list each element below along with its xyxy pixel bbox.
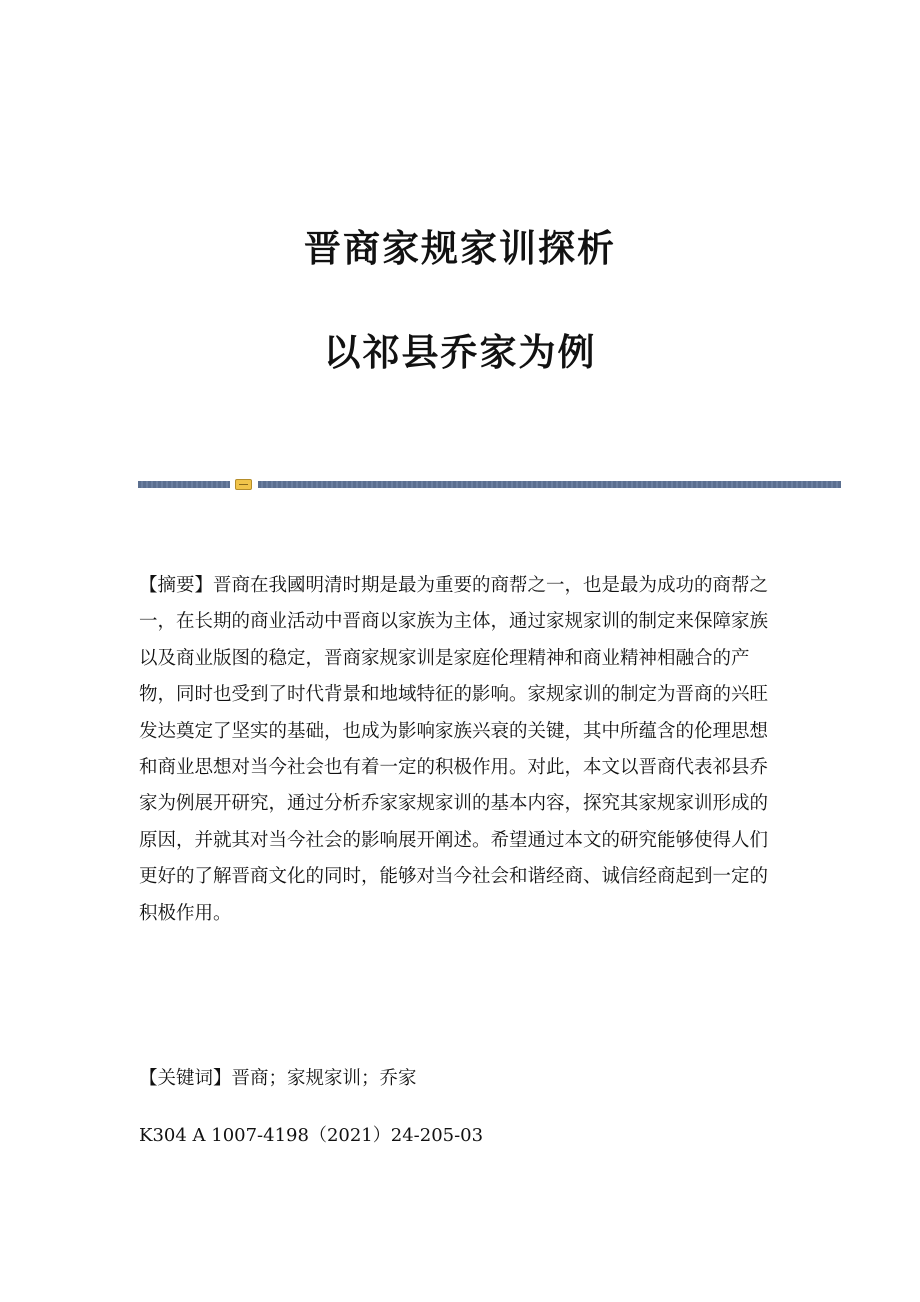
- classification-number: K304 A 1007-4198（2021）24-205-03: [139, 1125, 484, 1146]
- abstract-line: 原因，并就其对当今社会的影响展开阐述。希望通过本文的研究能够使得人们: [139, 829, 769, 851]
- page-title: 晋商家规家训探析: [304, 226, 616, 270]
- abstract-line: 家为例展开研究，通过分析乔家家规家训的基本内容，探究其家规家训形成的: [139, 793, 769, 815]
- divider-bar-right: [258, 481, 841, 488]
- abstract-line: 【摘要】晋商在我國明清时期是最为重要的商帮之一，也是最为成功的商帮之: [139, 575, 769, 596]
- abstract-line: 积极作用。: [139, 902, 232, 924]
- abstract-line: 和商业思想对当今社会也有着一定的积极作用。对此，本文以晋商代表祁县乔: [139, 757, 769, 779]
- abstract-line: 一，在长期的商业活动中晋商以家族为主体，通过家规家训的制定来保障家族: [139, 611, 769, 633]
- keywords: 【关键词】晋商；家规家训；乔家: [139, 1068, 417, 1089]
- page-subtitle: 以祁县乔家为例: [323, 330, 597, 374]
- ornament-icon: [235, 479, 252, 490]
- abstract-line: 更好的了解晋商文化的同时，能够对当今社会和谐经商、诚信经商起到一定的: [139, 866, 769, 888]
- abstract: [139, 568, 779, 932]
- abstract-line: 以及商业版图的稳定，晋商家规家训是家庭伦理精神和商业精神相融合的产: [139, 647, 750, 669]
- divider-bar-left: [138, 481, 230, 488]
- decorative-divider: [138, 479, 841, 490]
- abstract-line: 发达奠定了坚实的基础，也成为影响家族兴衰的关键，其中所蕴含的伦理思想: [139, 720, 769, 742]
- abstract-line: 物，同时也受到了时代背景和地域特征的影响。家规家训的制定为晋商的兴旺: [139, 684, 769, 706]
